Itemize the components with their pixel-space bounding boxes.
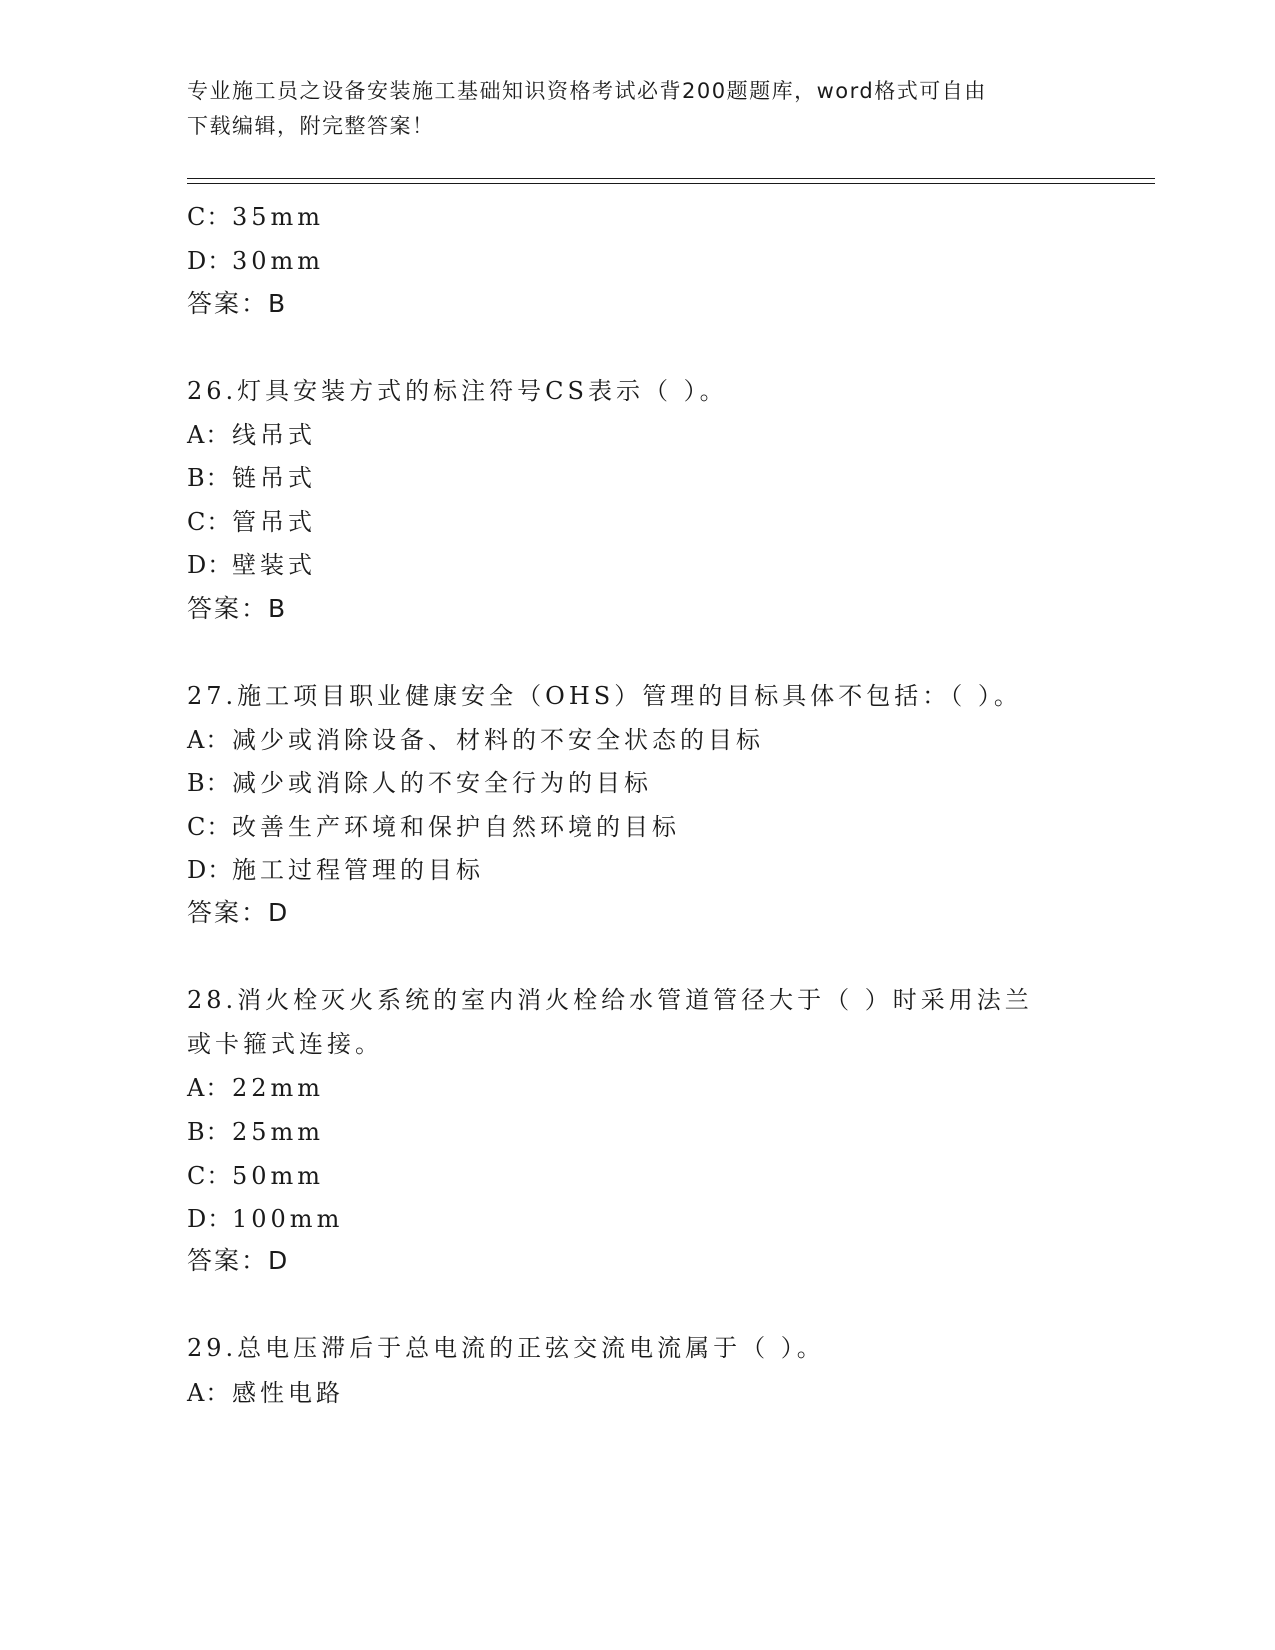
question-text: [187, 376, 728, 406]
header-divider-top: [187, 178, 1155, 179]
option-text: 22mm: [232, 1074, 325, 1102]
option-letter: D：: [187, 1205, 233, 1233]
option-item: [187, 1161, 324, 1191]
answer-text: 答案：D: [187, 1246, 290, 1275]
answer-line: [187, 289, 287, 319]
answer-text: 答案：B: [187, 594, 288, 623]
option-item: [187, 855, 484, 885]
option-letter: C：: [187, 813, 232, 841]
question-label: 27.施工项目职业健康安全（OHS）管理的目标具体不包括：（ ）。: [187, 682, 1022, 710]
option-text: 施工过程管理的目标: [232, 856, 484, 884]
option-item: [187, 420, 316, 450]
question-label: 或卡箍式连接。: [187, 1030, 383, 1058]
header-line-1: 专业施工员之设备安装施工基础知识资格考试必背200题题库，word格式可自由: [187, 79, 987, 103]
question-text: [187, 681, 1022, 711]
option-letter: A：: [187, 1379, 231, 1407]
option-text: 25mm: [232, 1118, 325, 1146]
option-letter: C：: [187, 508, 232, 536]
option-item: [187, 507, 316, 537]
answer-text: 答案：D: [187, 898, 290, 927]
option-text: 减少或消除设备、材料的不安全状态的目标: [232, 726, 764, 754]
option-letter: D：: [187, 856, 233, 884]
question-label: 26.灯具安装方式的标注符号CS表示（ ）。: [187, 377, 728, 405]
option-text: 管吊式: [232, 508, 316, 536]
answer-line: [187, 594, 287, 624]
answer-text: 答案：B: [187, 289, 288, 318]
option-text: 减少或消除人的不安全行为的目标: [232, 769, 652, 797]
option-letter: D：: [187, 551, 233, 579]
question-label: 28.消火栓灭火系统的室内消火栓给水管道管径大于（ ）时采用法兰: [187, 986, 1033, 1014]
option-item: [187, 246, 324, 276]
option-text: 35mm: [232, 203, 325, 231]
option-letter: A：: [187, 1074, 231, 1102]
option-letter: C：: [187, 203, 232, 231]
answer-line: [187, 898, 289, 928]
option-text: 30mm: [232, 247, 325, 275]
option-text: 感性电路: [232, 1379, 344, 1407]
option-text: 链吊式: [232, 464, 316, 492]
option-item: [187, 725, 764, 755]
answer-line: [187, 1246, 289, 1276]
document-header: [187, 74, 1087, 144]
option-item: [187, 1073, 324, 1103]
option-letter: A：: [187, 421, 231, 449]
option-item: [187, 1204, 343, 1234]
option-text: 100mm: [232, 1205, 344, 1233]
option-text: 50mm: [232, 1162, 325, 1190]
header-line-2: 下载编辑，附完整答案！: [187, 114, 435, 138]
option-letter: B：: [187, 464, 231, 492]
header-divider-bottom: [187, 183, 1155, 184]
option-text: 改善生产环境和保护自然环境的目标: [232, 813, 680, 841]
question-label: 29.总电压滞后于总电流的正弦交流电流属于（ ）。: [187, 1334, 825, 1362]
option-item: [187, 812, 680, 842]
option-letter: D：: [187, 247, 233, 275]
option-text: 线吊式: [232, 421, 316, 449]
option-item: [187, 463, 316, 493]
question-text: [187, 985, 1033, 1015]
option-text: 壁装式: [232, 551, 316, 579]
question-text: [187, 1333, 825, 1363]
option-item: [187, 1117, 324, 1147]
option-letter: A：: [187, 726, 231, 754]
option-letter: B：: [187, 1118, 231, 1146]
option-item: [187, 1378, 344, 1408]
option-letter: B：: [187, 769, 231, 797]
question-text: [187, 1029, 383, 1059]
option-item: [187, 202, 324, 232]
option-item: [187, 550, 316, 580]
option-item: [187, 768, 652, 798]
option-letter: C：: [187, 1162, 232, 1190]
